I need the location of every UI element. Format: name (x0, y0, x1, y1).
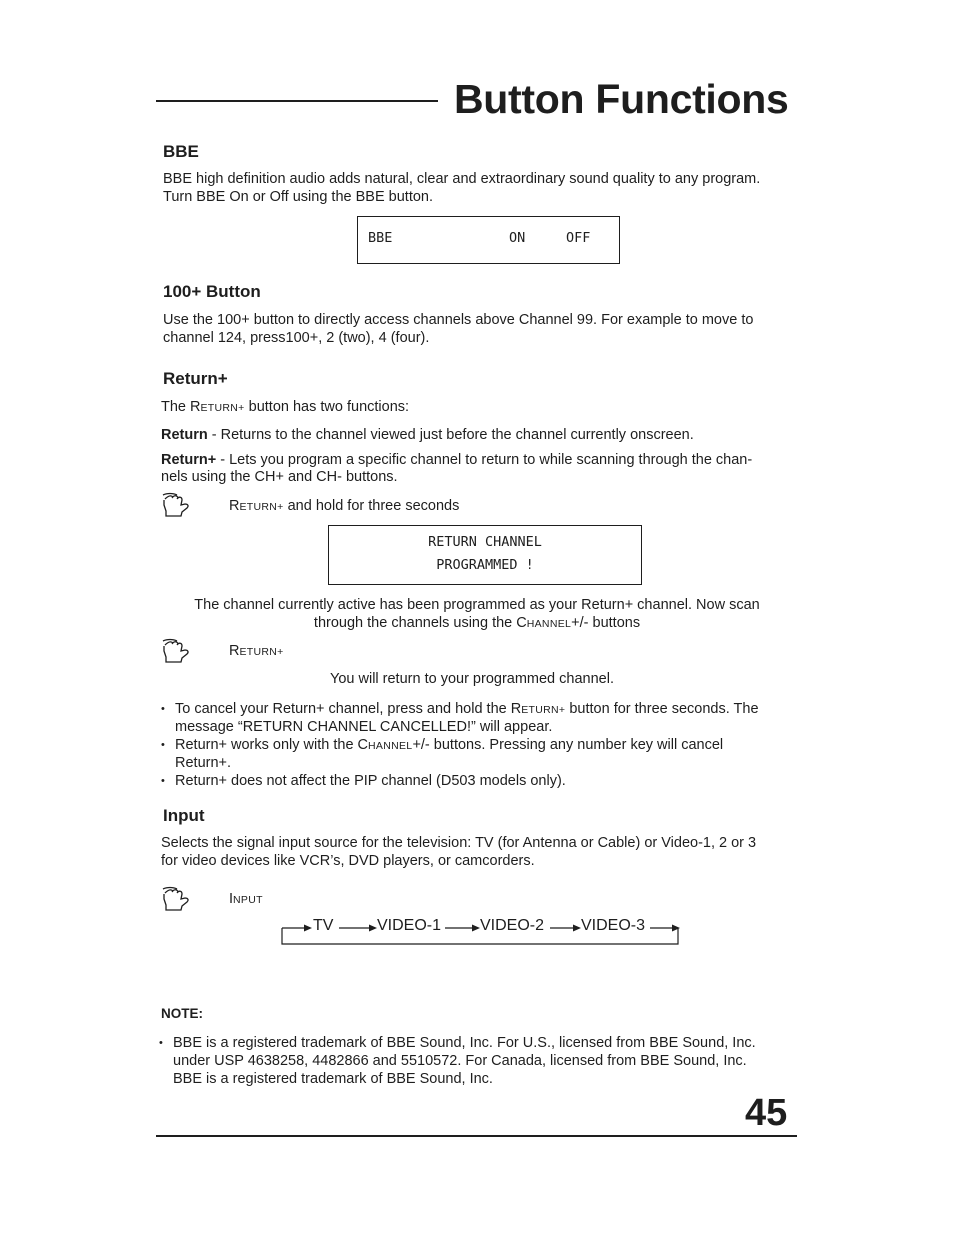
osd-programmed: PROGRAMMED ! (436, 557, 534, 573)
footer-rule (156, 1135, 797, 1137)
return-step1-instruction: RETURN+ and hold for three seconds (229, 498, 460, 514)
page-number: 45 (745, 1092, 788, 1134)
flow-video-1: VIDEO-1 (377, 917, 442, 934)
bbe-osd-on: ON (509, 230, 526, 246)
return-active-line2: through the channels using the CHANNEL+/- buttons (313, 615, 641, 631)
note-line2: under USP 4638258, 4482866 and 5510572. For Canada, licensed from BBE Sound, Inc. (173, 1053, 747, 1069)
input-description-line1: Selects the signal input source for the television: TV (for Antenna or Cable) or Video-1, 2 or 3 (161, 835, 757, 851)
return-channel-osd-box (328, 525, 642, 585)
hand-press-icon (160, 885, 194, 911)
return-plus-function-description-line2: nels using the CH+ and CH- buttons. (161, 469, 398, 485)
return-intro: The RETURN+ button has two functions: (161, 399, 410, 415)
return-step2-instruction: RETURN+ (229, 643, 284, 659)
flow-video-2: VIDEO-2 (480, 917, 545, 934)
bbe-description-line1: BBE high definition audio adds natural, clear and extraordinary sound quality to any program. (163, 171, 761, 187)
list-item-continuation: message “RETURN CHANNEL CANCELLED!” will appear. (175, 719, 553, 735)
input-description-line2: for video devices like VCR’s, DVD players, or camcorders. (161, 853, 535, 869)
bbe-description-line2: Turn BBE On or Off using the BBE button. (163, 189, 434, 205)
return-plus-function-description: Return+ - Lets you program a specific channel to return to while scanning through the chan- (161, 452, 753, 468)
flow-video-3: VIDEO-3 (581, 917, 646, 934)
hundred-description-line2: channel 124, press100+, 2 (two), 4 (four). (163, 330, 430, 346)
header-rule (156, 100, 438, 102)
note-line3: BBE is a registered trademark of BBE Sound, Inc. (173, 1071, 493, 1087)
input-step-instruction: INPUT (229, 891, 263, 907)
return-function-description: Return - Returns to the channel viewed just before the channel currently onscreen. (161, 427, 694, 443)
hundred-button-heading: 100+ Button (163, 282, 261, 301)
list-item-continuation: Return+. (175, 755, 232, 771)
bbe-osd-label: BBE (368, 230, 393, 246)
flow-tv: TV (313, 917, 334, 934)
bbe-osd-box (357, 216, 620, 264)
bbe-osd-off: OFF (566, 230, 591, 246)
osd-return-channel: RETURN CHANNEL (428, 534, 542, 550)
page-title: Button Functions (454, 76, 789, 122)
bbe-heading: BBE (163, 142, 199, 161)
return-result-text: You will return to your programmed channel. (330, 671, 614, 687)
hand-press-icon (160, 491, 194, 517)
input-heading: Input (163, 806, 205, 825)
return-plus-heading: Return+ (163, 369, 228, 388)
hundred-description-line1: Use the 100+ button to directly access channels above Channel 99. For example to move to (163, 312, 754, 328)
hand-press-icon (160, 637, 194, 663)
note-heading: NOTE: (161, 1006, 203, 1021)
return-active-line1: The channel currently active has been programmed as your Return+ channel. Now scan (194, 597, 760, 613)
